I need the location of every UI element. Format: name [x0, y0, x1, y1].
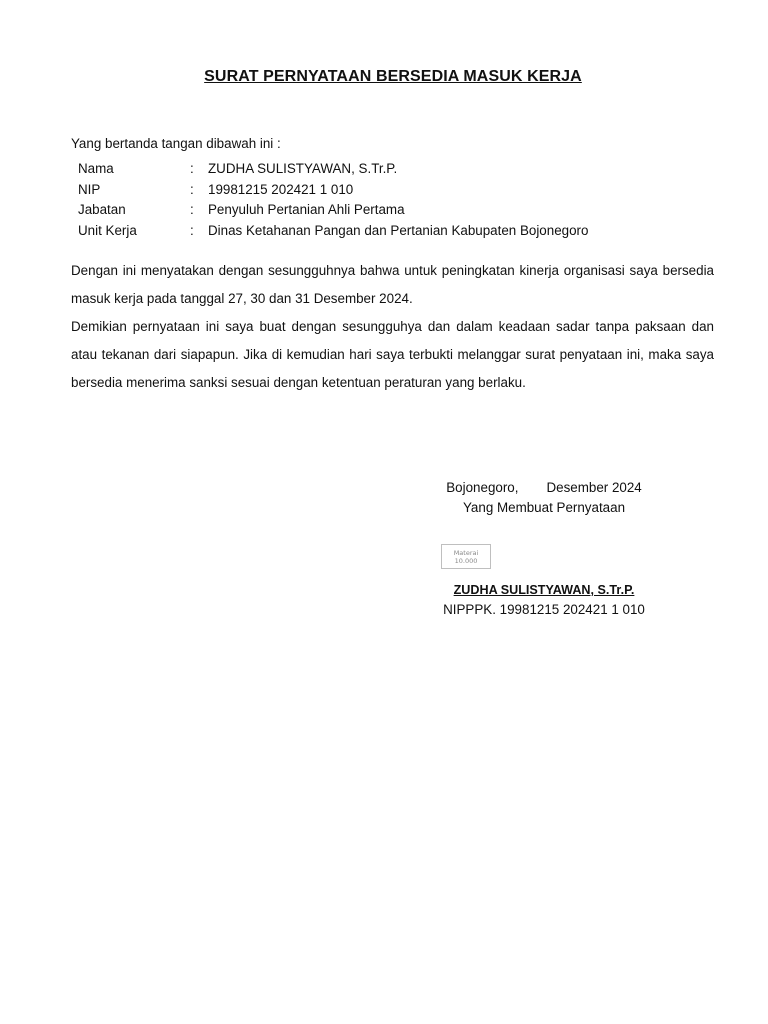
signature-role: Yang Membuat Pernyataan [462, 500, 626, 515]
signatory-name: ZUDHA SULISTYAWAN, S.Tr.P. [453, 583, 635, 597]
field-label: Nama [78, 161, 114, 176]
signature-place-date [404, 480, 684, 495]
field-row-jabatan [78, 200, 588, 221]
field-value-nip: 19981215 202421 1 010 [208, 181, 354, 197]
field-label: Jabatan [78, 202, 126, 217]
field-row-nip [78, 180, 588, 201]
closing-paragraph: Demikian pernyataan ini saya buat dengan sesungguhya dan dalam keadaan sadar tanpa paksaan dan atau tekanan dari siapapun. Jika di kemudian hari saya terbukti melanggar surat penyataan ini, maka saya bersedia menerima sanksi sesuai dengan ketentuan peraturan yang berlaku. [71, 319, 714, 390]
field-value-jabatan: Penyuluh Pertanian Ahli Pertama [208, 202, 405, 217]
field-colon: : [190, 161, 194, 176]
field-row-nama [78, 159, 588, 180]
field-value-nama: ZUDHA SULISTYAWAN, S.Tr.P. [208, 161, 398, 176]
signature-date: Desember 2024 [546, 480, 642, 495]
identity-fields [78, 159, 588, 241]
statement-paragraph: Dengan ini menyatakan dengan sesungguhnya bahwa untuk peningkatan kinerja organisasi saya bersedia masuk kerja pada tanggal 27, 30 dan 31 Desember 2024. [71, 263, 714, 306]
intro-line: Yang bertanda tangan dibawah ini : [71, 136, 281, 151]
field-label: NIP [78, 181, 101, 197]
signature-place: Bojonegoro, [446, 480, 519, 495]
signatory-id: NIPPPK. 19981215 202421 1 010 [443, 602, 645, 617]
stamp-value: 10.000 [454, 557, 478, 565]
letter-title: SURAT PERNYATAAN BERSEDIA MASUK KERJA [204, 68, 582, 85]
field-label: Unit Kerja [78, 222, 137, 238]
field-colon: : [190, 222, 194, 238]
field-row-unit-kerja [78, 221, 588, 242]
field-value-unit-kerja: Dinas Ketahanan Pangan dan Pertanian Kabupaten Bojonegoro [208, 222, 589, 238]
duty-stamp-placeholder [441, 544, 491, 569]
stamp-label: Materai [453, 549, 479, 557]
field-colon: : [190, 181, 194, 197]
field-colon: : [190, 202, 194, 217]
